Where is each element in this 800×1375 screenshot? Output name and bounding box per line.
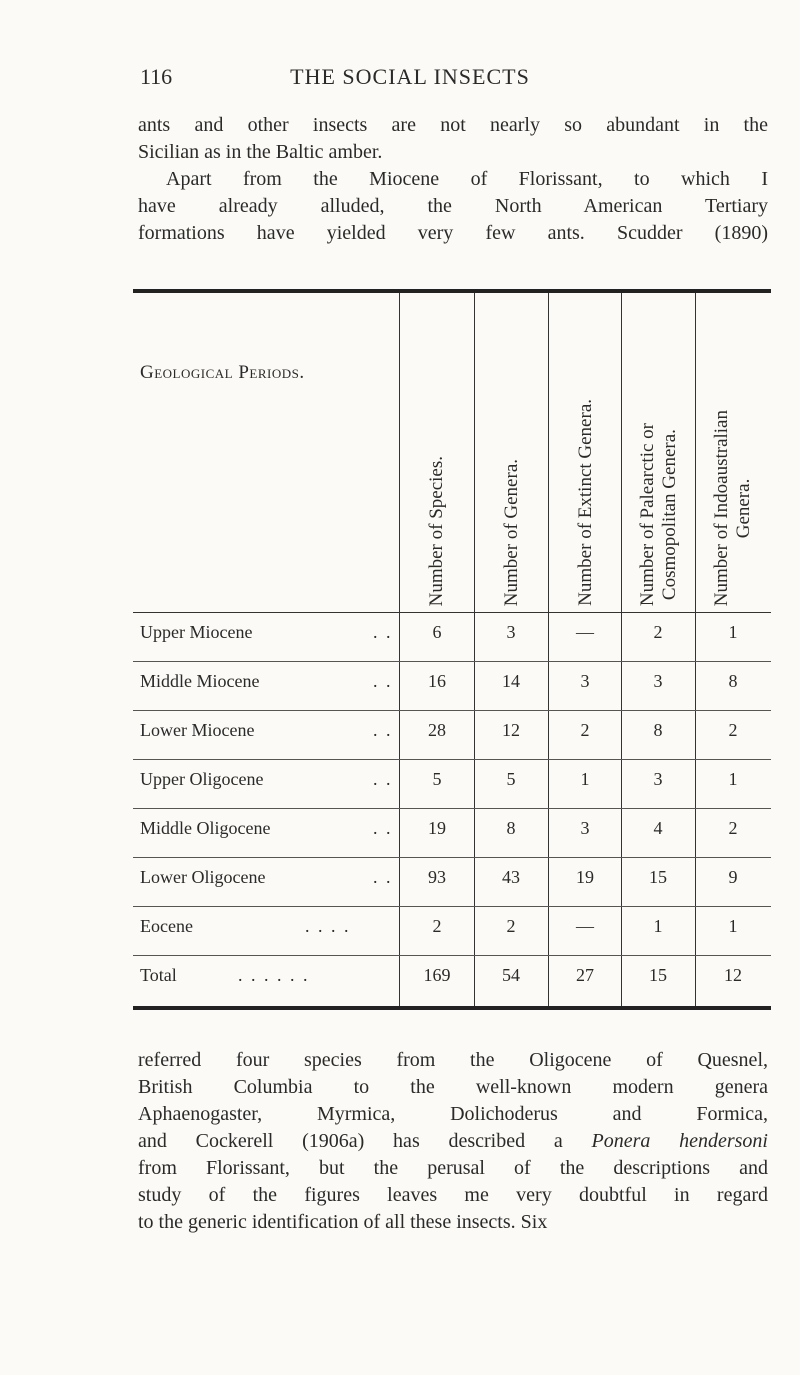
- table-cell: 1: [653, 916, 663, 936]
- column-header-text: [711, 410, 755, 606]
- row-leader-dots: . . . . . .: [238, 965, 310, 985]
- text-line: ants and other insects are not nearly so abundant in the: [138, 114, 768, 136]
- table-cell: 93: [428, 867, 446, 887]
- row-period-label: Total: [140, 965, 177, 985]
- table-cell: 15: [649, 965, 667, 985]
- text-line: formations have yielded very few ants. Scudder (1890): [138, 222, 768, 244]
- table-cell: 2: [580, 720, 590, 740]
- column-header-species: [404, 300, 470, 606]
- row-leader-dots: . .: [373, 769, 393, 789]
- row-period-label: Middle Miocene: [140, 671, 260, 691]
- column-header-text: [501, 459, 523, 606]
- table-cell: —: [576, 622, 594, 642]
- header-line: Number of Species.: [426, 455, 447, 606]
- row-divider: [133, 906, 771, 907]
- column-divider: [621, 293, 622, 1006]
- table-cell: 2: [432, 916, 442, 936]
- column-header-text: [426, 456, 448, 606]
- table-bottom-rule: [133, 1006, 771, 1010]
- row-divider: [133, 955, 771, 956]
- row-divider: [133, 759, 771, 760]
- table-cell: 16: [428, 671, 446, 691]
- table-cell: 19: [428, 818, 446, 838]
- table-cell: 12: [724, 965, 742, 985]
- row-divider: [133, 661, 771, 662]
- table-cell: 3: [653, 671, 663, 691]
- text-line: referred four species from the Oligocene of Quesnel,: [138, 1049, 768, 1071]
- table-cell: 2: [728, 720, 738, 740]
- row-divider: [133, 710, 771, 711]
- table-cell: 3: [653, 769, 663, 789]
- table-cell: 15: [649, 867, 667, 887]
- table-cell: —: [576, 916, 594, 936]
- table-cell: 27: [576, 965, 594, 985]
- paragraph-2: [138, 166, 768, 247]
- row-period-label: Lower Miocene: [140, 720, 255, 740]
- text-fragment: and Cockerell (1906a) has described a: [138, 1130, 563, 1152]
- page-number: 116: [140, 64, 173, 89]
- table-cell: 8: [506, 818, 516, 838]
- text-line: Aphaenogaster, Myrmica, Dolichoderus and Formica,: [138, 1103, 768, 1125]
- column-divider: [695, 293, 696, 1006]
- text-line: study of the figures leaves me very doubtful in regard: [138, 1184, 768, 1206]
- text-line: Apart from the Miocene of Florissant, to which I: [166, 168, 768, 190]
- table-cell: 5: [432, 769, 442, 789]
- table-cell: 169: [423, 965, 451, 985]
- text-line: Sicilian as in the Baltic amber.: [138, 141, 383, 163]
- column-header-extinct-genera: [553, 300, 619, 606]
- text-line: British Columbia to the well-known modern genera: [138, 1076, 768, 1098]
- column-header-genera: [479, 300, 545, 606]
- row-period-label: Upper Oligocene: [140, 769, 264, 789]
- row-leader-dots: . .: [373, 622, 393, 642]
- table-cell: 8: [653, 720, 663, 740]
- table-cell: 19: [576, 867, 594, 887]
- table-header-rule: [133, 612, 771, 613]
- header-line: Cosmopolitan Genera.: [659, 428, 680, 600]
- row-divider: [133, 808, 771, 809]
- row-leader-dots: . .: [373, 671, 393, 691]
- row-period-label: Lower Oligocene: [140, 867, 266, 887]
- column-divider: [399, 293, 400, 1006]
- table-cell: 1: [728, 769, 738, 789]
- text-line: from Florissant, but the perusal of the descriptions and: [138, 1157, 768, 1179]
- table-cell: 9: [728, 867, 738, 887]
- header-line: Number of Indoaustralian: [711, 409, 732, 606]
- table-cell: 3: [580, 818, 590, 838]
- running-head: THE SOCIAL INSECTS: [290, 64, 530, 89]
- text-line: [138, 1128, 768, 1155]
- table-cell: 2: [653, 622, 663, 642]
- table-cell: 54: [502, 965, 520, 985]
- row-leader-dots: . . . .: [305, 916, 351, 936]
- column-header-indoaustralian-genera: [700, 300, 766, 606]
- row-leader-dots: . .: [373, 720, 393, 740]
- table-cell: 8: [728, 671, 738, 691]
- table-cell: 3: [506, 622, 516, 642]
- table-cell: 3: [580, 671, 590, 691]
- paragraph-1: [138, 112, 768, 166]
- header-line: Number of Genera.: [501, 458, 522, 606]
- table-top-rule: [133, 289, 771, 293]
- column-header-text: [637, 423, 681, 606]
- table-cell: 2: [506, 916, 516, 936]
- column-divider: [548, 293, 549, 1006]
- table-cell: 5: [506, 769, 516, 789]
- row-leader-dots: . .: [373, 867, 393, 887]
- column-header-palearctic-genera: [626, 300, 692, 606]
- table-cell: 1: [728, 916, 738, 936]
- table-cell: 2: [728, 818, 738, 838]
- table-cell: 43: [502, 867, 520, 887]
- text-line: to the generic identification of all these insects. Six: [138, 1211, 548, 1233]
- species-name: Ponera hendersoni: [591, 1130, 768, 1152]
- geological-periods-header: Geological Periods.: [140, 362, 305, 383]
- row-period-label: Middle Oligocene: [140, 818, 271, 838]
- row-period-label: Eocene: [140, 916, 193, 936]
- table-cell: 1: [728, 622, 738, 642]
- table-cell: 6: [432, 622, 442, 642]
- row-period-label: Upper Miocene: [140, 622, 253, 642]
- table-cell: 14: [502, 671, 520, 691]
- column-header-text: [575, 399, 597, 606]
- row-divider: [133, 857, 771, 858]
- header-line: Genera.: [733, 478, 754, 538]
- table-cell: 4: [653, 818, 663, 838]
- header-line: Number of Extinct Genera.: [575, 399, 596, 606]
- text-line: have already alluded, the North American Tertiary: [138, 195, 768, 217]
- table-cell: 1: [580, 769, 590, 789]
- row-leader-dots: . .: [373, 818, 393, 838]
- header-line: Number of Palearctic or: [637, 422, 658, 606]
- column-divider: [474, 293, 475, 1006]
- table-cell: 12: [502, 720, 520, 740]
- table-cell: 28: [428, 720, 446, 740]
- paragraph-3: [138, 1047, 768, 1236]
